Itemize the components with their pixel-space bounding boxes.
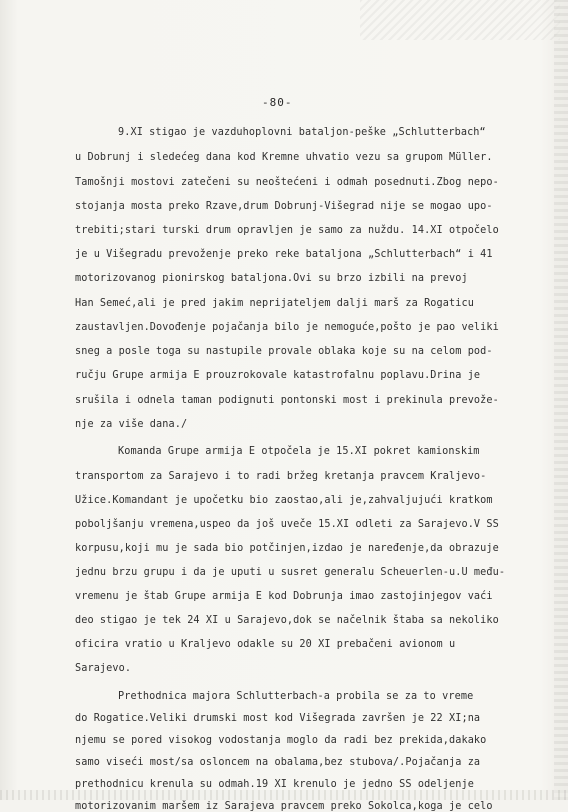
page-number: -80- [262, 96, 293, 109]
text-line: u Dobrunj i sledećeg dana kod Kremne uhvatio vezu sa grupom Müller. [75, 152, 493, 163]
text-line: ručju Grupe armija E prouzrokovale katastrofalnu poplavu.Drina je [75, 370, 481, 381]
text-line: jednu brzu grupu i da je uputi u susret generalu Scheuerlen-u.U među- [75, 567, 506, 578]
text-line: je u Višegradu prevoženje preko reke bataljona „Schlutterbach“ i 41 [75, 249, 493, 260]
text-line: Komanda Grupe armija E otpočela je 15.XI pokret kamionskim [118, 446, 480, 457]
text-line: Han Semeć,ali je pred jakim neprijateljem dalji marš za Rogaticu [75, 298, 474, 309]
text-line: motorizovanog pionirskog bataljona.Ovi su brzo izbili na prevoj [75, 273, 468, 284]
text-line: samo viseći most/sa osloncem na obalama,bez stubova/.Pojačanja za [75, 757, 481, 768]
text-line: zaustavljen.Dovođenje pojačanja bilo je nemoguće,pošto je pao veliki [75, 322, 499, 333]
text-line: trebiti;stari turski drum opravljen je samo za nuždu. 14.XI otpočelo [75, 225, 499, 236]
text-line: Tamošnji mostovi zatečeni su neoštećeni i odmah posednuti.Zbog nepo- [75, 177, 499, 188]
text-line: 9.XI stigao je vazduhoplovni bataljon-peške „Schlutterbach“ [118, 127, 486, 138]
text-line: deo stigao je tek 24 XI u Sarajevo,dok se načelnik štaba sa nekoliko [75, 615, 499, 626]
text-line: Prethodnica majora Schlutterbach-a probila se za to vreme [118, 691, 474, 702]
text-line: oficira vratio u Kraljevo odakle su 20 XI prebačeni avionom u [75, 639, 456, 650]
text-line: vremenu je štab Grupe armija E kod Dobrunja imao zastojinjegov vaći [75, 591, 493, 602]
text-line: njemu se pored visokog vodostanja moglo da radi bez prekida,dakako [75, 735, 487, 746]
text-line: stojanja mosta preko Rzave,drum Dobrunj-Višegrad nije se mogao upo- [75, 201, 493, 212]
text-line: poboljšanju vremena,uspeo da još uveče 15.XI odleti za Sarajevo.V SS [75, 519, 499, 530]
text-line: srušila i odnela taman podignuti pontonski most i prekinula prevože- [75, 395, 499, 406]
text-line: nje za više dana./ [75, 419, 188, 430]
text-line: transportom za Sarajevo i to radi bržeg kretanja pravcem Kraljevo- [75, 471, 487, 482]
text-line: sneg a posle toga su nastupile provale oblaka koje su na celom pod- [75, 346, 493, 357]
text-line: Sarajevo. [75, 663, 132, 674]
text-line: korpusu,koji mu je sada bio potčinjen,izdao je naređenje,da obrazuje [75, 543, 499, 554]
text-line: motorizovanim maršem iz Sarajeva pravcem preko Sokolca,koga je celo [75, 801, 493, 812]
text-line: do Rogatice.Veliki drumski most kod Višegrada završen je 22 XI;na [75, 713, 481, 724]
text-line: Užice.Komandant je upočetku bio zaostao,ali je,zahvaljujući kratkom [75, 495, 493, 506]
text-line: prethodnicu krenula su odmah.19 XI krenulo je jedno SS odeljenje [75, 779, 474, 790]
